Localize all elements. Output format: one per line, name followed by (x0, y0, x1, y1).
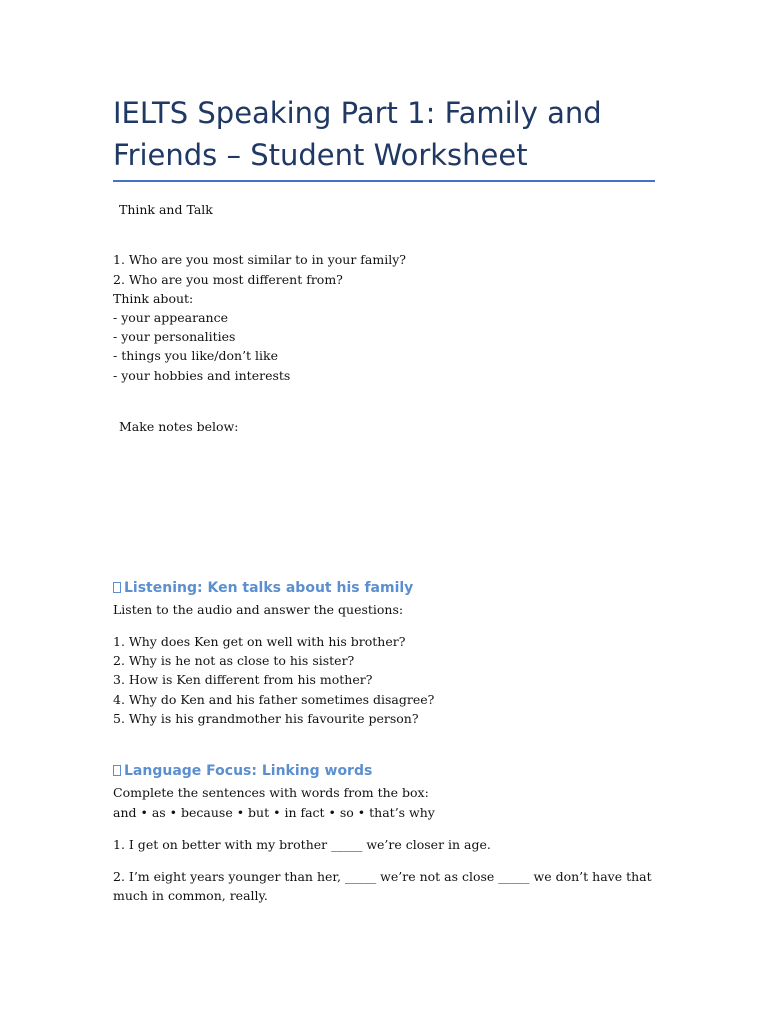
question-1: 1. Who are you most similar to in your family? (113, 252, 406, 267)
headphones-icon (113, 582, 121, 593)
sentence-1: 1. I get on better with my brother _____ we’re closer in age. (113, 837, 491, 852)
listening-question-5: 5. Why is his grandmother his favourite person? (113, 711, 419, 726)
think-and-talk-label: Think and Talk (119, 202, 213, 217)
listening-question-1: 1. Why does Ken get on well with his brother? (113, 634, 406, 649)
listening-heading (113, 578, 413, 598)
sentence-2: 2. I’m eight years younger than her, _____ we’re not as close _____ we don’t have that much in common, really. (113, 869, 652, 903)
notes-label: Make notes below: (119, 419, 239, 434)
question-2: 2. Who are you most different from? (113, 272, 343, 287)
point-personalities: - your personalities (113, 329, 236, 344)
listening-heading-text: Listening: Ken talks about his family (124, 580, 414, 596)
listening-instruction: Listen to the audio and answer the questions: (113, 602, 404, 617)
point-hobbies: - your hobbies and interests (113, 368, 291, 383)
listening-question-4: 4. Why do Ken and his father sometimes disagree? (113, 692, 435, 707)
word-box: and • as • because • but • in fact • so • that’s why (113, 805, 435, 820)
point-likes: - things you like/don’t like (113, 348, 279, 363)
page-title (113, 92, 658, 176)
title-divider (113, 180, 655, 182)
listening-question-2: 2. Why is he not as close to his sister? (113, 653, 355, 668)
book-icon (113, 765, 121, 776)
language-focus-heading (113, 761, 372, 781)
listening-question-3: 3. How is Ken different from his mother? (113, 672, 373, 687)
point-appearance: - your appearance (113, 310, 228, 325)
title-line-2: Friends – Student Worksheet (113, 138, 528, 172)
title-line-1: IELTS Speaking Part 1: Family and (113, 96, 602, 130)
language-focus-heading-text: Language Focus: Linking words (124, 763, 373, 779)
think-about-label: Think about: (113, 291, 194, 306)
language-focus-instruction: Complete the sentences with words from the box: (113, 785, 429, 800)
